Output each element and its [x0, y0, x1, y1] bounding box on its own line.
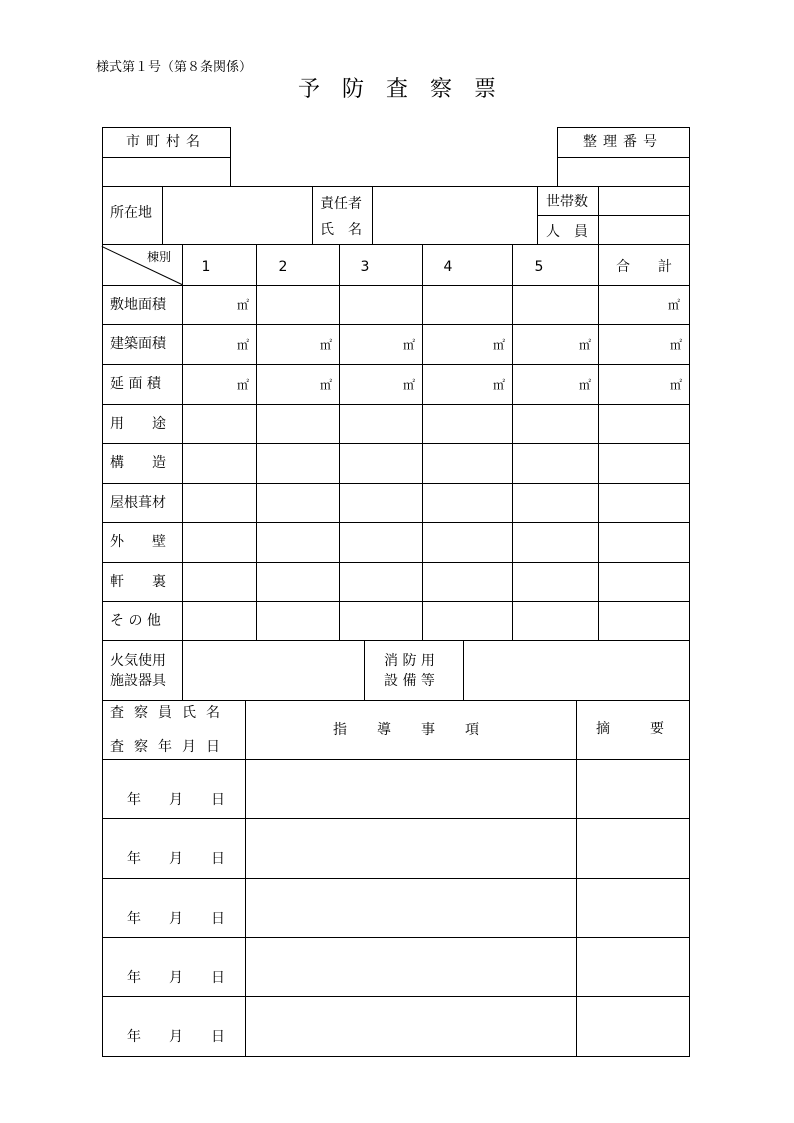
grid-line [102, 157, 231, 158]
inspection-date-row: 年 月 日 [127, 911, 225, 927]
responsible-name-label: 氏 名 [320, 222, 362, 238]
households-label: 世帯数 [546, 194, 588, 210]
grid-line [102, 996, 690, 997]
total-column-label: 合 計 [616, 259, 672, 275]
grid-line [102, 186, 690, 187]
inspection-date-label: 査察年月日 [110, 739, 230, 755]
grid-line [576, 700, 577, 1057]
page-title: 予防査察票 [297, 77, 518, 102]
grid-line [102, 937, 690, 938]
unit-mark: ㎡ [578, 338, 591, 352]
unit-mark: ㎡ [236, 378, 249, 392]
grid-line [689, 244, 690, 641]
unit-mark: ㎡ [236, 338, 249, 352]
row-label-5: 屋根葺材 [110, 495, 166, 511]
row-label-6: 外 壁 [110, 534, 166, 550]
building-column-3: 3 [360, 259, 370, 275]
unit-mark: ㎡ [669, 338, 682, 352]
grid-line [102, 483, 690, 484]
grid-line [422, 244, 423, 641]
location-label: 所在地 [110, 205, 152, 221]
inspection-date-row: 年 月 日 [127, 851, 225, 867]
row-label-8: そ の 他 [110, 613, 161, 629]
unit-mark: ㎡ [319, 378, 332, 392]
reference-number-label: 整理番号 [583, 134, 663, 150]
grid-line [102, 244, 690, 245]
grid-line [102, 1056, 690, 1057]
grid-line [364, 640, 365, 701]
unit-mark: ㎡ [667, 298, 680, 312]
grid-line [463, 640, 464, 701]
grid-line [689, 700, 690, 1057]
grid-line [102, 640, 103, 701]
grid-line [312, 186, 313, 245]
building-column-1: 1 [201, 259, 211, 275]
grid-line [102, 759, 690, 760]
remarks-label: 摘 要 [596, 721, 668, 737]
grid-line [102, 127, 231, 128]
grid-line [689, 640, 690, 701]
municipality-label: 市町村名 [126, 134, 206, 150]
grid-line [102, 522, 690, 523]
unit-mark: ㎡ [669, 378, 682, 392]
grid-line [339, 244, 340, 641]
grid-line [102, 364, 690, 365]
row-label-3: 用 途 [110, 416, 166, 432]
grid-line [102, 324, 690, 325]
fire-use-label-line2: 施設器具 [110, 673, 166, 689]
unit-mark: ㎡ [402, 378, 415, 392]
building-column-4: 4 [443, 259, 453, 275]
grid-line [245, 700, 246, 1057]
grid-line [372, 186, 373, 245]
grid-line [102, 700, 103, 1057]
grid-line [102, 186, 103, 245]
grid-line [102, 404, 690, 405]
unit-mark: ㎡ [492, 338, 505, 352]
inspection-date-row: 年 月 日 [127, 792, 225, 808]
grid-line [102, 878, 690, 879]
inspection-date-row: 年 月 日 [127, 970, 225, 986]
unit-mark: ㎡ [236, 298, 249, 312]
grid-line [256, 244, 257, 641]
responsible-person-label: 責任者 [320, 196, 362, 212]
grid-line [557, 157, 690, 158]
row-label-4: 構 造 [110, 455, 166, 471]
grid-line [182, 640, 183, 701]
row-label-7: 軒 裏 [110, 574, 166, 590]
grid-line [102, 601, 690, 602]
inspection-date-row: 年 月 日 [127, 1029, 225, 1045]
grid-line [102, 818, 690, 819]
fire-fighting-label-line1: 消 防 用 [384, 653, 435, 669]
row-label-2: 延 面 積 [110, 376, 161, 392]
row-label-0: 敷地面積 [110, 297, 166, 313]
form-number: 様式第１号（第８条関係） [96, 60, 253, 75]
grid-line [102, 443, 690, 444]
grid-line [102, 285, 690, 286]
unit-mark: ㎡ [578, 378, 591, 392]
building-column-5: 5 [534, 259, 544, 275]
grid-line [162, 186, 163, 245]
grid-line [102, 562, 690, 563]
building-number-label: 棟別 [147, 250, 172, 264]
unit-mark: ㎡ [402, 338, 415, 352]
grid-line [102, 700, 690, 701]
unit-mark: ㎡ [492, 378, 505, 392]
inspector-name-label: 査察員氏名 [110, 705, 230, 721]
grid-line [557, 127, 690, 128]
guidance-items-label: 指 導 事 項 [333, 722, 487, 738]
grid-line [102, 640, 690, 641]
row-label-1: 建築面積 [110, 336, 166, 352]
grid-line [537, 215, 690, 216]
fire-use-label-line1: 火気使用 [110, 653, 166, 669]
unit-mark: ㎡ [319, 338, 332, 352]
fire-fighting-label-line2: 設 備 等 [384, 673, 435, 689]
building-column-2: 2 [278, 259, 288, 275]
persons-label: 人 員 [546, 224, 588, 240]
